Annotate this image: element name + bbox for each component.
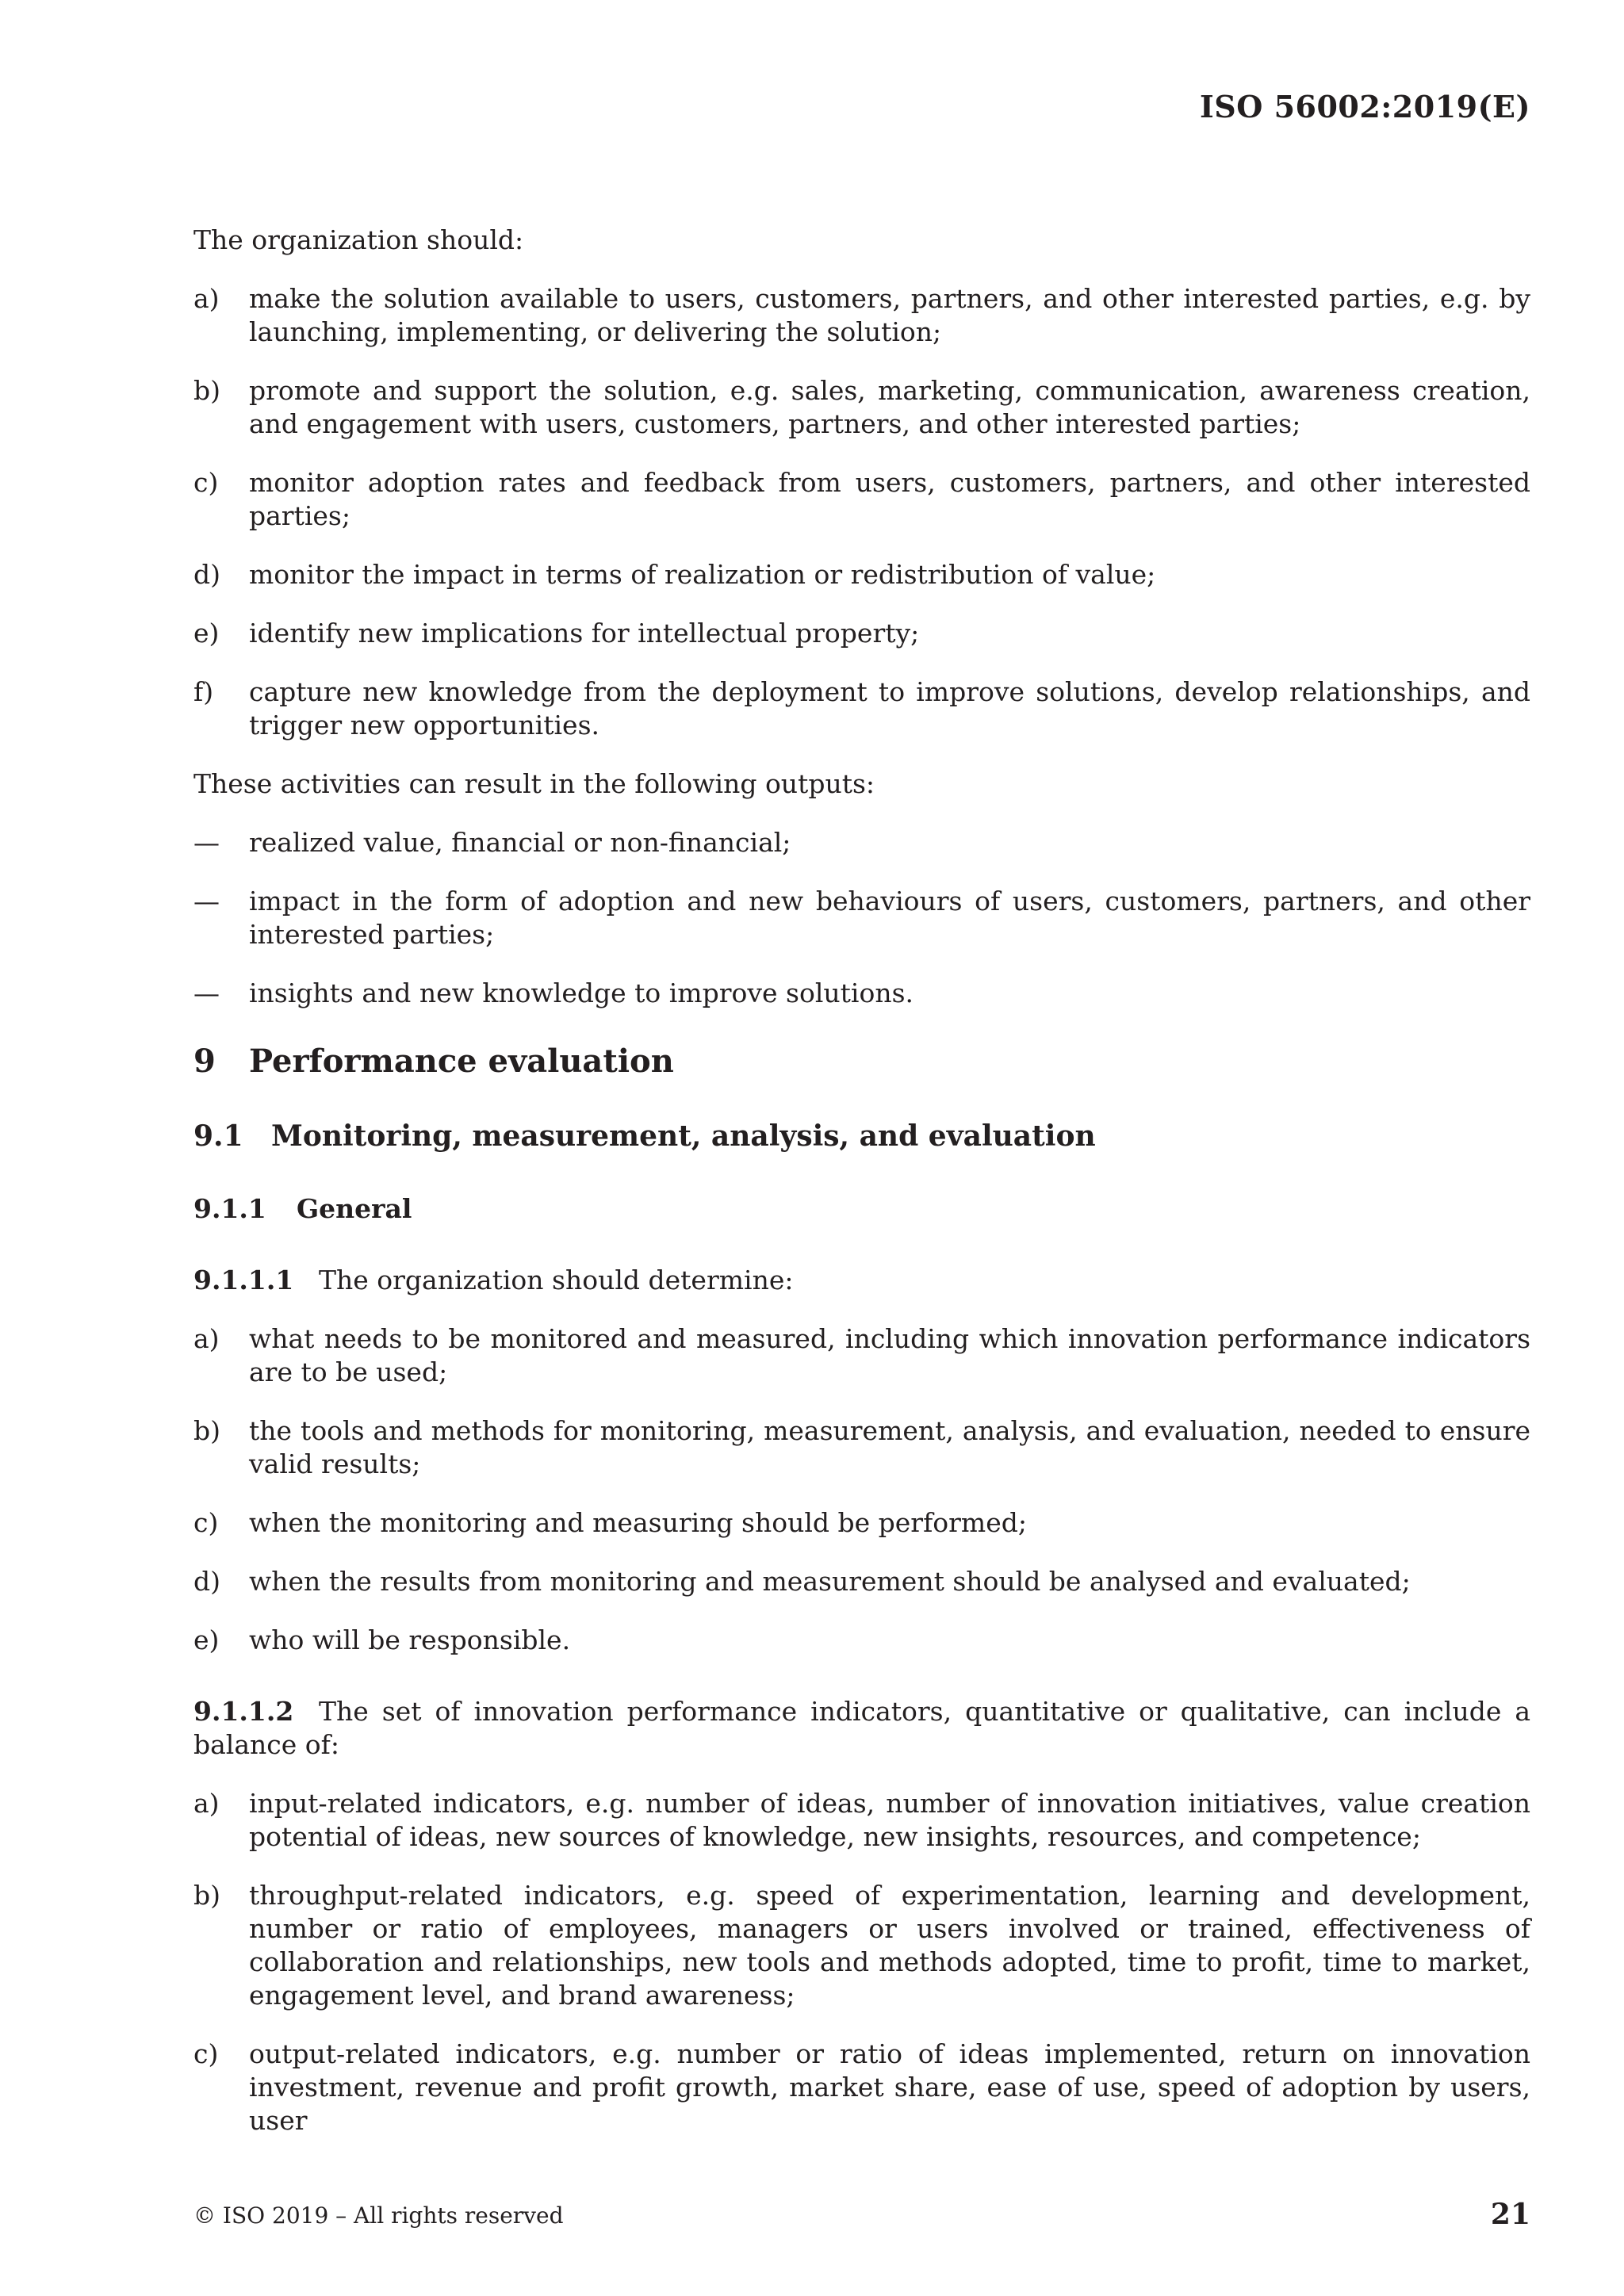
list-item-marker: a) <box>193 283 220 314</box>
list-item <box>193 374 1530 441</box>
list-item-text: the tools and methods for monitoring, measurement, analysis, and evaluation, needed to ensure valid results; <box>249 1415 1530 1479</box>
copyright-notice: © ISO 2019 – All rights reserved <box>193 2202 564 2229</box>
outputs-intro-paragraph: These activities can result in the following outputs: <box>193 768 875 799</box>
list-item-text: who will be responsible. <box>249 1624 571 1655</box>
list-item-marker: b) <box>193 1880 220 1911</box>
list-item-text: identify new implications for intellectual property; <box>249 618 920 649</box>
list-item-marker: c) <box>193 2038 219 2069</box>
list-item-text: monitor the impact in terms of realization or redistribution of value; <box>249 559 1156 590</box>
list-item-marker: b) <box>193 375 220 406</box>
list-item-marker: d) <box>193 559 220 590</box>
clause-9-1-1-2 <box>193 1695 1530 1762</box>
clause-text: The set of innovation performance indicators, quantitative or qualitative, can include a balance of: <box>193 1696 1530 1760</box>
heading-section-9-1 <box>193 1118 1530 1154</box>
list-item <box>193 885 1530 951</box>
clause-text: The organization should determine: <box>319 1265 794 1295</box>
list-item-text: realized value, financial or non-financial; <box>249 827 791 858</box>
list-item <box>193 826 1530 859</box>
intro-paragraph: The organization should: <box>193 224 524 255</box>
list-item <box>193 1506 1530 1540</box>
list-item-marker: — <box>193 827 220 858</box>
list-item-text: insights and new knowledge to improve solutions. <box>249 978 914 1008</box>
list-determinations <box>193 1322 1530 1657</box>
list-outputs <box>193 826 1530 1010</box>
list-item-marker: d) <box>193 1566 220 1597</box>
heading-number: 9.1 <box>193 1119 243 1153</box>
clause-number: 9.1.1.2 <box>193 1696 294 1727</box>
list-item-text: throughput-related indicators, e.g. speed of experimentation, learning and development, number or ratio of employees, managers or users involved or trained, effectiveness of collaboration and relationships, new tools and methods adopted, time to profit, time to market, engagement level, and brand awareness; <box>249 1880 1530 2011</box>
heading-title: General <box>297 1193 412 1224</box>
list-item-text: what needs to be monitored and measured, including which innovation performance indicators are to be used; <box>249 1323 1530 1387</box>
list-item-text: output-related indicators, e.g. number or ratio of ideas implemented, return on innovation investment, revenue and profit growth, market share, ease of use, speed of adoption by users, user <box>249 2038 1530 2136</box>
list-item-text: make the solution available to users, customers, partners, and other interested parties, e.g. by launching, implementing, or delivering the solution; <box>249 283 1530 347</box>
heading-section-9-1-1 <box>193 1192 1530 1226</box>
list-item-text: input-related indicators, e.g. number of ideas, number of innovation initiatives, value creation potential of ideas, new sources of knowledge, new insights, resources, and competence; <box>249 1788 1530 1852</box>
list-item <box>193 977 1530 1010</box>
list-item <box>193 558 1530 591</box>
list-item-text: when the monitoring and measuring should be performed; <box>249 1507 1027 1538</box>
list-item <box>193 675 1530 742</box>
list-item <box>193 2038 1530 2137</box>
heading-number: 9.1.1 <box>193 1193 266 1224</box>
heading-section-9 <box>193 1042 1530 1081</box>
list-item <box>193 1322 1530 1389</box>
list-item <box>193 1787 1530 1854</box>
page-header-standard: ISO 56002:2019(E) <box>1200 89 1530 124</box>
list-item <box>193 1879 1530 2012</box>
document-body <box>193 224 1530 2163</box>
list-item <box>193 1414 1530 1481</box>
clause-9-1-1-1 <box>193 1264 1530 1297</box>
list-item-text: monitor adoption rates and feedback from users, customers, partners, and other interested parties; <box>249 467 1530 531</box>
list-item-marker: a) <box>193 1788 220 1819</box>
list-item-marker: — <box>193 978 220 1008</box>
page-number: 21 <box>1490 2198 1530 2231</box>
list-item-text: capture new knowledge from the deployment to improve solutions, develop relationships, and trigger new opportunities. <box>249 676 1530 740</box>
list-item-marker: c) <box>193 1507 219 1538</box>
list-deployment-activities <box>193 282 1530 742</box>
list-indicators <box>193 1787 1530 2137</box>
list-item-marker: b) <box>193 1415 220 1446</box>
list-item-marker: e) <box>193 618 220 649</box>
list-item-marker: c) <box>193 467 219 498</box>
list-item <box>193 1565 1530 1598</box>
list-item <box>193 617 1530 650</box>
list-item-marker: f) <box>193 676 214 707</box>
list-item-marker: — <box>193 886 220 916</box>
clause-number: 9.1.1.1 <box>193 1265 294 1295</box>
list-item <box>193 466 1530 533</box>
list-item <box>193 1624 1530 1657</box>
heading-number: 9 <box>193 1043 216 1080</box>
list-item <box>193 282 1530 349</box>
list-item-text: promote and support the solution, e.g. sales, marketing, communication, awareness creation, and engagement with users, customers, partners, and other interested parties; <box>249 375 1530 439</box>
list-item-marker: a) <box>193 1323 220 1354</box>
heading-title: Monitoring, measurement, analysis, and evaluation <box>271 1119 1096 1153</box>
list-item-marker: e) <box>193 1624 220 1655</box>
list-item-text: impact in the form of adoption and new behaviours of users, customers, partners, and other interested parties; <box>249 886 1530 950</box>
list-item-text: when the results from monitoring and measurement should be analysed and evaluated; <box>249 1566 1411 1597</box>
heading-title: Performance evaluation <box>249 1043 674 1080</box>
